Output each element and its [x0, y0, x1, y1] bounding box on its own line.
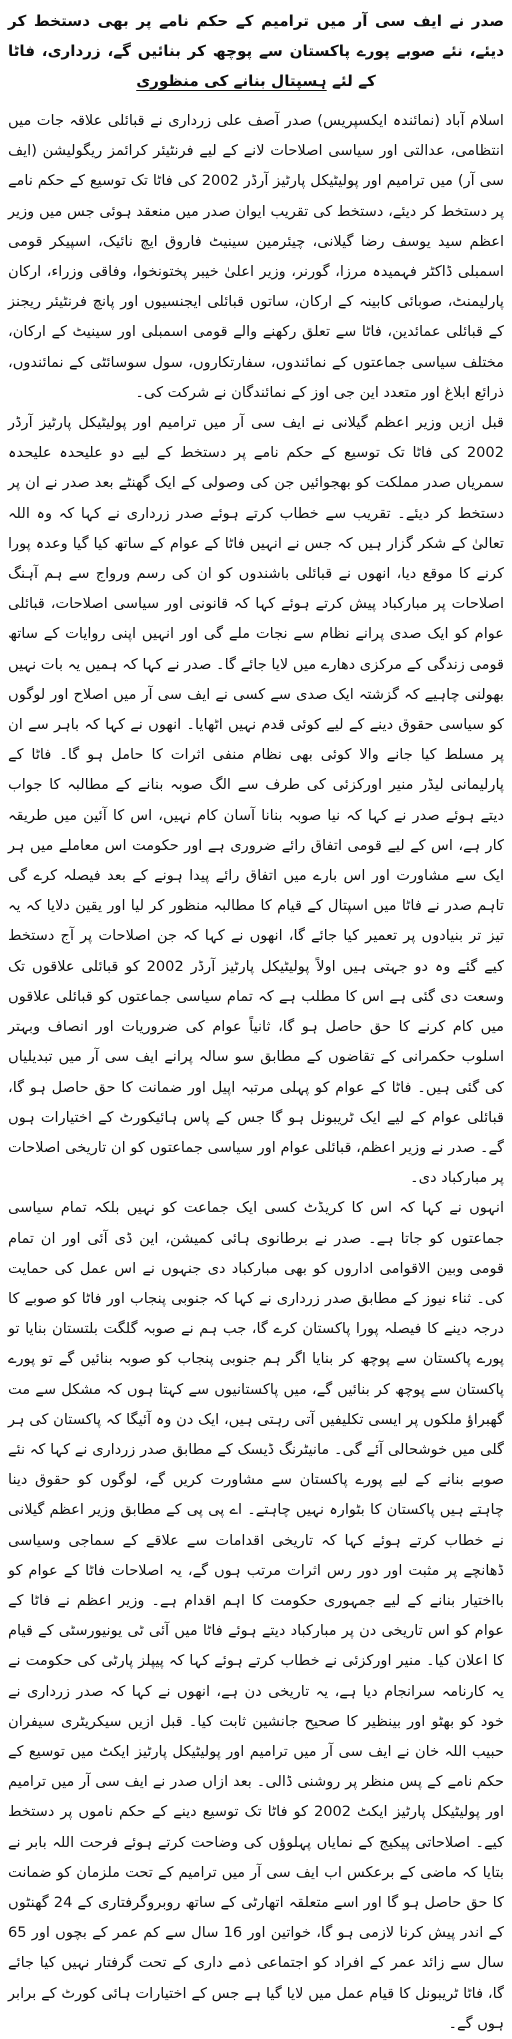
article-body	[8, 106, 504, 2039]
article-paragraph-1: اسلام آباد (نمائندہ ایکسپریس) صدر آصف علی زرداری نے قبائلی علاقہ جات میں انتظامی، عدالتی اور سیاسی اصلاحات لانے کے لیے فرنٹیئر کرائمز ریگولیشن (ایف سی آر) میں ترامیم اور پولیٹیکل پارٹیز آرڈر 2002 کی فاٹا تک توسیع کے حکم نامے پر دستخط کر دیئے، دستخط کی تقریب ایوان صدر میں منعقد ہوئی جس میں وزیر اعظم سید یوسف رضا گیلانی، چیئرمین سینیٹ فاروق ایچ نائیک، اسپیکر قومی اسمبلی ڈاکٹر فہمیدہ مرزا، گورنر، وزیر اعلیٰ خیبر پختونخوا، وفاقی وزراء، ارکان پارلیمنٹ، صوبائی کابینہ کے ارکان، ساتوں قبائلی ایجنسیوں اور پانچ فرنٹیئر ریجنز کے قبائلی عمائدین، فاٹا سے تعلق رکھنے والے قومی اسمبلی اور سینیٹ کے ارکان، مختلف سیاسی جماعتوں کے نمائندوں، سفارتکاروں، سول سوسائٹی کے نمائندوں، ذرائع ابلاغ اور متعدد این جی اوز کے نمائندگان نے شرکت کی۔	[8, 112, 504, 401]
article-paragraph-2: قبل ازیں وزیر اعظم گیلانی نے ایف سی آر میں ترامیم اور پولیٹیکل پارٹیز آرڈر 2002 کی فاٹا تک توسیع کے حکم نامے پر دستخط کے لیے دو علیحدہ علیحدہ سمریاں صدر مملکت کو بھجوائیں جن کی وصولی کے ایک گھنٹے بعد صدر نے ان پر دستخط کر دیئے۔ تقریب سے خطاب کرتے ہوئے صدر زرداری نے کہا کہ وہ اللہ تعالیٰ کے شکر گزار ہیں کہ جس نے انہیں فاٹا کے عوام کے ساتھ کیا گیا وعدہ پورا کرنے کا موقع دیا، انھوں نے قبائلی باشندوں کو ان کی رسم ورواج سے ہم آہنگ اصلاحات پر مبارکباد پیش کرتے ہوئے کہا کہ قانونی اور سیاسی اصلاحات، قبائلی عوام کو ایک صدی پرانے نظام سے نجات ملے گی اور انہیں اپنی روایات کے ساتھ قومی زندگی کے مرکزی دھارے میں لایا جائے گا۔ صدر نے کہا کہ ہمیں یہ بات نہیں بھولنی چاہیے کہ گزشتہ ایک صدی سے کسی نے ایف سی آر میں اصلاح اور لوگوں کو سیاسی حقوق دینے کے لیے کوئی قدم نہیں اٹھایا۔ انھوں نے کہا کہ باہر سے ان پر مسلط کیا جانے والا کوئی بھی نظام منفی اثرات کا حامل ہو گا۔ فاٹا کے پارلیمانی لیڈر منیر اورکزئی کی طرف سے الگ صوبہ بنانے کے مطالبہ کا جواب دیتے ہوئے صدر نے کہا کہ نیا صوبہ بنانا آسان کام نہیں، اس کا آئین میں طریقہ کار ہے، اس کے لیے قومی اتفاق رائے ضروری ہے اور حکومت اس معاملے میں ہر ایک سے مشاورت اور اس بارے میں اتفاق رائے پیدا ہونے کے بعد فیصلہ کرے گی تاہم صدر نے فاٹا میں اسپتال کے قیام کا مطالبہ منظور کر لیا اور یقین دلایا کہ یہ تیز تر بنیادوں پر تعمیر کیا جائے گا، انھوں نے کہا کہ جن اصلاحات پر آج دستخط کیے گئے وہ دو جہتی ہیں اولاً پولیٹیکل پارٹیز آرڈر 2002 کو قبائلی علاقوں تک وسعت دی گئی ہے اس کا مطلب ہے کہ تمام سیاسی جماعتوں کو قبائلی علاقوں میں کام کرنے کا حق حاصل ہو گا، ثانیاً عوام کی ضروریات اور انصاف وبہتر اسلوب حکمرانی کے تقاضوں کے مطابق سو سالہ پرانے ایف سی آر میں تبدیلیاں کی گئی ہیں۔ فاٹا کے عوام کو پہلی مرتبہ اپیل اور ضمانت کا حق حاصل ہو گا، قبائلی عوام کے لیے ایک ٹریبونل ہو گا جس کے پاس ہائیکورٹ کے اختیارات ہوں گے۔ صدر نے وزیر اعظم، قبائلی عوام اور سیاسی جماعتوں کو ان تاریخی اصلاحات پر مبارکباد دی۔	[8, 414, 505, 1187]
article-paragraph-3: انہوں نے کہا کہ اس کا کریڈٹ کسی ایک جماعت کو نہیں بلکہ تمام سیاسی جماعتوں کو جاتا ہے۔ صدر نے برطانوی ہائی کمیشن، این ڈی آئی اور ان تمام قومی وبین الاقوامی اداروں کو بھی مبارکباد دی جنہوں نے اس عمل کی حمایت کی۔ ثناء نیوز کے مطابق صدر زرداری نے کہا کہ جنوبی پنجاب اور فاٹا کو صوبے کا درجہ دینے کا فیصلہ پورا پاکستان کرے گا، جب ہم نے صوبہ گلگت بلتستان بنایا تو پورے پاکستان سے پوچھ کر بنایا اگر ہم جنوبی پنجاب کو صوبہ بنائیں گے تو پورے پاکستان سے پوچھ کر بنائیں گے، میں پاکستانیوں سے کہتا ہوں کہ مشکل سے مت گھبراؤ ملکوں پر ایسی تکلیفیں آتی رہتی ہیں، ایک دن وہ آئیگا کہ پاکستان کی ہر گلی میں خوشحالی آئے گی۔ مانیٹرنگ ڈیسک کے مطابق صدر زرداری نے کہا کہ نئے صوبے بنانے کے لیے پورے پاکستان سے مشاورت کریں گے، لوگوں کو حقوق دینا چاہتے ہیں پاکستان کا بٹوارہ نہیں چاہتے۔ اے پی پی کے مطابق وزیر اعظم گیلانی نے خطاب کرتے ہوئے کہا کہ تاریخی اقدامات سے علاقے کے سماجی وسیاسی ڈھانچے پر مثبت اور دور رس اثرات مرتب ہوں گے، یہ اصلاحات فاٹا کے عوام کو بااختیار بنانے کے لیے جمہوری حکومت کا اہم اقدام ہے۔ وزیر اعظم نے فاٹا کے عوام کو اس تاریخی دن پر مبارکباد دیتے ہوئے فاٹا میں آئی ٹی یونیورسٹی کے قیام کا اعلان کیا۔ منیر اورکزئی نے خطاب کرتے ہوئے کہا کہ پیپلز پارٹی کی حکومت نے یہ کارنامہ سرانجام دیا ہے، یہ تاریخی دن ہے، انھوں نے کہا کہ صدر زرداری نے خود کو بھٹو اور بینظیر کا صحیح جانشین ثابت کیا۔ قبل ازیں سیکریٹری سیفران حبیب اللہ خان نے ایف سی آر میں ترامیم اور پولیٹیکل پارٹیز ایکٹ میں توسیع کے حکم نامے کے پس منظر پر روشنی ڈالی۔ بعد ازاں صدر نے ایف سی آر میں ترامیم اور پولیٹیکل پارٹیز ایکٹ 2002 کو فاٹا تک توسیع دینے کے حکم ناموں پر دستخط کیے۔ اصلاحاتی پیکیج کے نمایاں پہلوؤں کی وضاحت کرتے ہوئے فرحت اللہ بابر نے بتایا کہ ماضی کے برعکس اب ایف سی آر میں ترامیم کے تحت ملزمان کو ضمانت کا حق حاصل ہو گا اور اسے متعلقہ اتھارٹی کے ساتھ روبروگرفتاری کے 24 گھنٹوں کے اندر پیش کرنا لازمی ہو گا، خواتین اور 16 سال سے کم عمر کے بچوں اور 65 سال سے زائد عمر کے افراد کو اجتماعی ذمے داری کے تحت گرفتار نہیں کیا جائے گا، فاٹا ٹریبونل کا قیام عمل میں لایا گیا ہے جس کے اختیارات ہائی کورٹ کے برابر ہوں گے۔	[8, 1199, 504, 2032]
headline-gap	[8, 96, 504, 106]
article-headline	[8, 6, 504, 96]
headline-text: صدر نے ایف سی آر میں ترامیم کے حکم نامے پر بھی دستخط کر دیئے، نئے صوبے پورے پاکستان سے پوچھ کر بنائیں گے، زرداری، فاٹا کے لئے	[8, 12, 504, 90]
headline-underlined-text: ہسپتال بنانے کی منظوری	[136, 72, 327, 90]
